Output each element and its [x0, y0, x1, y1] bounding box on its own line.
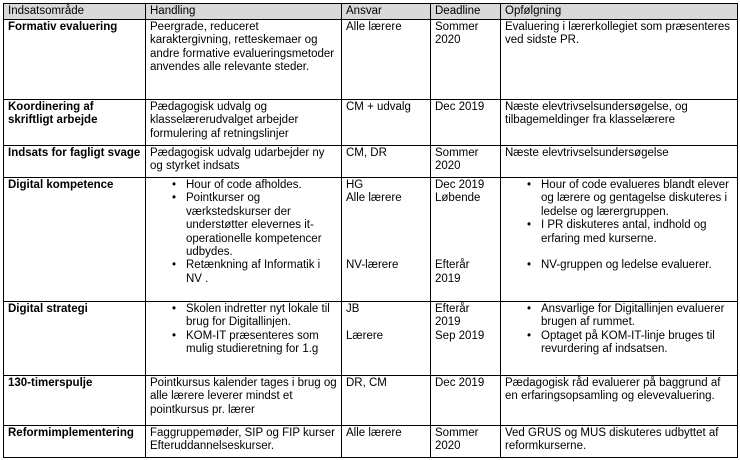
header-row	[4, 4, 738, 20]
ansvar-line: HG	[346, 179, 364, 191]
table-row	[4, 100, 738, 146]
opfolgning-list	[505, 179, 733, 272]
deadline-line: Sep 2019	[435, 329, 485, 342]
deadline-line: Efterår 2019	[435, 259, 470, 285]
list-item: • Skolen indretter nyt lokale til brug for Digitallinjen.	[186, 303, 337, 330]
ansvar-cell: Alle lærere	[342, 20, 431, 100]
header-opfolgning: Opfølgning	[501, 4, 738, 20]
list-item: • Hour of code evalueres blandt elever og lærere og gentagelse diskuteres i ledelse og lærergruppen.	[541, 179, 733, 219]
ansvar-cell: CM + udvalg	[342, 100, 431, 146]
area-cell: Digital strategi	[4, 302, 146, 376]
deadline-cell	[431, 302, 501, 376]
opfolgning-cell	[501, 302, 738, 376]
ansvar-line: NV-lærere	[346, 259, 399, 272]
deadline-cell: Sommer 2020	[431, 426, 501, 458]
area-cell: 130-timerspulje	[4, 376, 146, 426]
table-row	[4, 178, 738, 302]
table-row	[4, 302, 738, 376]
table-row	[4, 146, 738, 178]
opfolgning-cell	[501, 178, 738, 302]
handling-cell: Pointkursus kalender tages i brug og alle lærere leverer mindst et pointkursus pr. lærer	[146, 376, 342, 426]
header-handling: Handling	[146, 4, 342, 20]
list-item: • NV-gruppen og ledelse evaluerer.	[541, 259, 733, 272]
deadline-line: Efterår 2019	[435, 303, 470, 329]
handling-list	[150, 179, 337, 286]
handling-cell: Pædagogisk udvalg og klasselærerudvalget arbejder formulering af retningslinjer	[146, 100, 342, 146]
handling-line: Faggruppemøder, SIP og FIP kurser	[150, 427, 335, 439]
deadline-line: Dec 2019	[435, 179, 485, 191]
deadline-cell: Dec 2019	[431, 376, 501, 426]
ansvar-line: Lærere	[346, 329, 384, 342]
list-item: • Hour of code afholdes.	[186, 179, 337, 192]
area-cell: Formativ evaluering	[4, 20, 146, 100]
opfolgning-cell: Pædagogisk råd evaluerer på baggrund af en erfaringsopsamling og elevevaluering.	[501, 376, 738, 426]
deadline-line: Løbende	[435, 192, 481, 205]
deadline-cell	[431, 178, 501, 302]
handling-cell	[146, 178, 342, 302]
ansvar-line: Alle lærere	[346, 192, 402, 205]
opfolgning-cell: Næste elevtrivselsundersøgelse, og tilbagemeldinger fra klasselærere	[501, 100, 738, 146]
deadline-cell: Sommer 2020	[431, 20, 501, 100]
list-item: • Retænkning af Informatik i NV .	[186, 259, 337, 286]
header-indsatsomrade: Indsatsområde	[4, 4, 146, 20]
area-cell: Koordinering af skriftligt arbejde	[4, 100, 146, 146]
table-row	[4, 426, 738, 458]
list-item: • Pointkurser og værkstedskurser der understøtter elevernes it-operationelle kompetencer udbydes.	[186, 192, 337, 259]
deadline-cell: Dec 2019	[431, 100, 501, 146]
area-cell: Reformimplementering	[4, 426, 146, 458]
header-deadline: Deadline	[431, 4, 501, 20]
handling-cell: Peergrade, reduceret karaktergivning, retteskemaer og andre formative evalueringsmetoder anvendes alle relevante steder.	[146, 20, 342, 100]
area-cell: Indsats for fagligt svage	[4, 146, 146, 178]
opfolgning-cell: Evaluering i lærerkollegiet som præsenteres ved sidste PR.	[501, 20, 738, 100]
list-item: • KOM-IT præsenteres som mulig studieretning for 1.g	[186, 330, 337, 357]
ansvar-cell	[342, 302, 431, 376]
area-cell: Digital kompetence	[4, 178, 146, 302]
opfolgning-cell: Næste elevtrivselsundersøgelse	[501, 146, 738, 178]
ansvar-line: JB	[346, 303, 360, 315]
handling-cell	[146, 302, 342, 376]
ansvar-cell: CM, DR	[342, 146, 431, 178]
table-row	[4, 376, 738, 426]
handling-cell: Pædagogisk udvalg udarbejder ny og styrket indsats	[146, 146, 342, 178]
ansvar-cell: DR, CM	[342, 376, 431, 426]
deadline-cell: Sommer 2020	[431, 146, 501, 178]
header-ansvar: Ansvar	[342, 4, 431, 20]
ansvar-cell	[342, 178, 431, 302]
action-plan-table	[3, 3, 738, 458]
opfolgning-cell: Ved GRUS og MUS diskuteres udbyttet af reformkurserne.	[501, 426, 738, 458]
handling-list	[150, 303, 337, 357]
handling-cell	[146, 426, 342, 458]
list-item: • I PR diskuteres antal, indhold og erfaring med kurserne.	[541, 219, 733, 246]
table-row	[4, 20, 738, 100]
ansvar-cell: Alle lærere	[342, 426, 431, 458]
list-item: • Ansvarlige for Digitallinjen evaluerer brugen af rummet.	[541, 303, 733, 330]
opfolgning-list	[505, 303, 733, 357]
handling-line: Efteruddannelseskurser.	[150, 440, 275, 453]
list-item: • Optaget på KOM-IT-linje bruges til revurdering af indsatsen.	[541, 330, 733, 357]
